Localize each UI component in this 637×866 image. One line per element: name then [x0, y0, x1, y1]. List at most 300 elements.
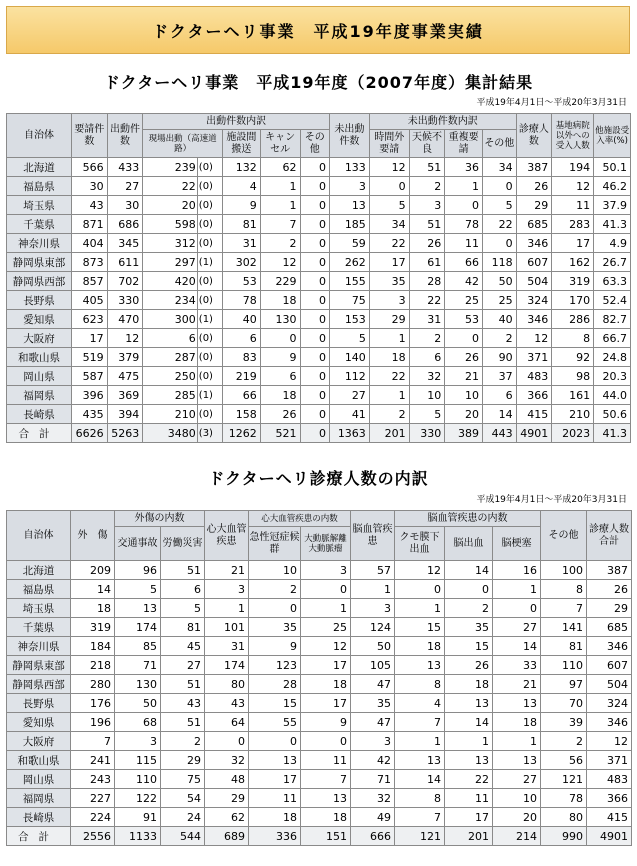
value-cell: 31 [409, 310, 445, 329]
value-cell: 7 [301, 770, 351, 789]
header-other2: その他 [483, 130, 517, 158]
value-cell: 0 [300, 215, 329, 234]
value-cell: 101 [205, 618, 249, 637]
value-cell: 1 [351, 580, 395, 599]
value-cell: 324 [587, 694, 632, 713]
value-cell: 300 [143, 310, 198, 329]
value-cell: (0) [197, 405, 222, 424]
header-base-outside: 基地病院以外への受入人数 [552, 114, 594, 158]
value-cell: 7 [395, 713, 445, 732]
value-cell: 13 [249, 751, 301, 770]
value-cell: 262 [329, 253, 369, 272]
value-cell: 2 [409, 329, 445, 348]
header-dispatch-breakdown: 出動件数内訳 [143, 114, 330, 130]
value-cell: 0 [300, 348, 329, 367]
municipality-cell: 岡山県 [7, 367, 72, 386]
value-cell: 0 [300, 177, 329, 196]
value-cell: 607 [516, 253, 552, 272]
table-row [7, 675, 632, 694]
value-cell: 3 [409, 196, 445, 215]
header-time-outside: 時間外要請 [369, 130, 409, 158]
value-cell: 12 [516, 329, 552, 348]
value-cell: 49 [351, 808, 395, 827]
value-cell: 51 [409, 215, 445, 234]
table-row [7, 580, 632, 599]
table-row [7, 770, 632, 789]
value-cell: 31 [222, 234, 260, 253]
table2-title: ドクターヘリ診療人数の内訳 [208, 469, 429, 488]
value-cell: 110 [541, 656, 587, 675]
value-cell: 81 [541, 637, 587, 656]
municipality-cell: 神奈川県 [7, 234, 72, 253]
value-cell: 35 [351, 694, 395, 713]
value-cell: 3 [351, 599, 395, 618]
value-cell: 5 [369, 196, 409, 215]
value-cell: 0 [300, 272, 329, 291]
value-cell: 12 [301, 637, 351, 656]
value-cell: 13 [493, 751, 541, 770]
table-row [7, 348, 631, 367]
value-cell: 519 [72, 348, 108, 367]
value-cell: 336 [249, 827, 301, 846]
value-cell: 234 [143, 291, 198, 310]
header-cerebro: 脳血管疾患 [351, 511, 395, 561]
value-cell: 40 [483, 310, 517, 329]
value-cell: 14 [445, 713, 493, 732]
value-cell: 29 [587, 599, 632, 618]
value-cell: 229 [260, 272, 300, 291]
value-cell: 35 [369, 272, 409, 291]
value-cell: 17 [72, 329, 108, 348]
value-cell: 5 [161, 599, 205, 618]
value-cell: 22 [143, 177, 198, 196]
value-cell: (1) [197, 310, 222, 329]
value-cell: 22 [369, 367, 409, 386]
value-cell: 1 [445, 732, 493, 751]
value-cell: 0 [445, 329, 483, 348]
value-cell: 685 [516, 215, 552, 234]
value-cell: 9 [222, 196, 260, 215]
value-cell: 8 [395, 675, 445, 694]
value-cell: 404 [72, 234, 108, 253]
municipality-cell: 福島県 [7, 177, 72, 196]
value-cell: 66 [445, 253, 483, 272]
value-cell: (0) [197, 196, 222, 215]
value-cell: 209 [71, 561, 115, 580]
value-cell: 43 [205, 694, 249, 713]
value-cell: 53 [222, 272, 260, 291]
value-cell: 241 [71, 751, 115, 770]
value-cell: (1) [197, 386, 222, 405]
value-cell: 14 [483, 405, 517, 424]
value-cell: 312 [143, 234, 198, 253]
value-cell: 201 [369, 424, 409, 443]
value-cell: 371 [516, 348, 552, 367]
municipality-cell: 愛知県 [7, 310, 72, 329]
value-cell: 521 [260, 424, 300, 443]
value-cell: 15 [249, 694, 301, 713]
value-cell: 32 [351, 789, 395, 808]
value-cell: 13 [301, 789, 351, 808]
value-cell: 4 [395, 694, 445, 713]
value-cell: (1) [197, 253, 222, 272]
value-cell: 42 [445, 272, 483, 291]
value-cell: 51 [409, 158, 445, 177]
value-cell: 18 [369, 348, 409, 367]
header-not-dispatched: 未出動件数 [329, 114, 369, 158]
municipality-cell: 北海道 [7, 158, 72, 177]
value-cell: 24 [161, 808, 205, 827]
value-cell: 26 [445, 656, 493, 675]
value-cell: 201 [445, 827, 493, 846]
value-cell: 68 [115, 713, 161, 732]
value-cell: 33 [493, 656, 541, 675]
value-cell: 20 [445, 405, 483, 424]
value-cell: 26 [260, 405, 300, 424]
value-cell: 283 [552, 215, 594, 234]
value-cell: 0 [249, 599, 301, 618]
value-cell: 345 [107, 234, 143, 253]
value-cell: 140 [329, 348, 369, 367]
value-cell: 41.3 [594, 424, 631, 443]
value-cell: 394 [107, 405, 143, 424]
header-requests: 要請件数 [72, 114, 108, 158]
value-cell: 21 [445, 367, 483, 386]
municipality-cell: 福岡県 [7, 386, 72, 405]
value-cell: 10 [249, 561, 301, 580]
value-cell: 3480 [143, 424, 198, 443]
value-cell: 29 [516, 196, 552, 215]
value-cell: 5 [409, 405, 445, 424]
value-cell: 13 [395, 656, 445, 675]
value-cell: 2 [409, 177, 445, 196]
value-cell: (0) [197, 158, 222, 177]
value-cell: 2 [249, 580, 301, 599]
value-cell: 0 [395, 580, 445, 599]
header-municipality: 自治体 [7, 511, 71, 561]
value-cell: 34 [483, 158, 517, 177]
value-cell: 90 [483, 348, 517, 367]
value-cell: 51 [161, 675, 205, 694]
value-cell: 22 [445, 770, 493, 789]
value-cell: 78 [541, 789, 587, 808]
header-transfer: 施設間搬送 [222, 130, 260, 158]
value-cell: 0 [300, 158, 329, 177]
value-cell: (0) [197, 367, 222, 386]
municipality-cell: 埼玉県 [7, 599, 71, 618]
value-cell: 63.3 [594, 272, 631, 291]
value-cell: 371 [587, 751, 632, 770]
header-traffic: 交通事故 [115, 527, 161, 561]
page-banner: ドクターヘリ事業 平成19年度事業実績 [6, 6, 630, 54]
table-row [7, 713, 632, 732]
value-cell: 20 [143, 196, 198, 215]
value-cell: 15 [395, 618, 445, 637]
value-cell: 2 [445, 599, 493, 618]
value-cell: 71 [351, 770, 395, 789]
value-cell: 100 [541, 561, 587, 580]
header-cerebro-breakdown: 脳血管疾患の内数 [395, 511, 541, 527]
value-cell: 43 [161, 694, 205, 713]
value-cell: 1 [369, 386, 409, 405]
value-cell: 0 [300, 253, 329, 272]
value-cell: 13 [493, 694, 541, 713]
value-cell: 184 [71, 637, 115, 656]
table-row [7, 291, 631, 310]
value-cell: 98 [552, 367, 594, 386]
header-patients: 診療人数 [516, 114, 552, 158]
municipality-cell: 合計 [7, 424, 72, 443]
value-cell: 2 [541, 732, 587, 751]
value-cell: 4 [222, 177, 260, 196]
value-cell: 27 [161, 656, 205, 675]
header-total-patients: 診療人数合計 [587, 511, 632, 561]
value-cell: 611 [107, 253, 143, 272]
value-cell: 346 [587, 637, 632, 656]
value-cell: 9 [301, 713, 351, 732]
municipality-cell: 静岡県東部 [7, 656, 71, 675]
value-cell: 566 [72, 158, 108, 177]
value-cell: 324 [516, 291, 552, 310]
value-cell: 41 [329, 405, 369, 424]
table2-period: 平成19年4月1日～平成20年3月31日 [476, 495, 627, 505]
value-cell: 420 [143, 272, 198, 291]
value-cell: 141 [541, 618, 587, 637]
value-cell: 66 [222, 386, 260, 405]
value-cell: 15 [445, 637, 493, 656]
header-sah: クモ膜下出血 [395, 527, 445, 561]
value-cell: 0 [300, 367, 329, 386]
value-cell: 52.4 [594, 291, 631, 310]
value-cell: 8 [541, 580, 587, 599]
value-cell: 12 [552, 177, 594, 196]
municipality-cell: 大阪府 [7, 329, 72, 348]
value-cell: 14 [445, 561, 493, 580]
municipality-cell: 静岡県西部 [7, 272, 72, 291]
value-cell: 34 [369, 215, 409, 234]
table-row [7, 215, 631, 234]
value-cell: 123 [249, 656, 301, 675]
value-cell: 46.2 [594, 177, 631, 196]
value-cell: 81 [222, 215, 260, 234]
value-cell: 598 [143, 215, 198, 234]
value-cell: 686 [107, 215, 143, 234]
value-cell: 346 [516, 310, 552, 329]
value-cell: 0 [493, 599, 541, 618]
header-cardio-breakdown: 心大血管疾患の内数 [249, 511, 351, 527]
value-cell: 162 [552, 253, 594, 272]
value-cell: 151 [301, 827, 351, 846]
table1-period: 平成19年4月1日～平成20年3月31日 [476, 98, 627, 108]
value-cell: 47 [351, 713, 395, 732]
table-row [7, 234, 631, 253]
value-cell: 1 [395, 732, 445, 751]
value-cell: 0 [445, 196, 483, 215]
table-row [7, 599, 632, 618]
value-cell: 9 [249, 637, 301, 656]
value-cell: 22 [409, 291, 445, 310]
value-cell: 435 [72, 405, 108, 424]
value-cell: 29 [369, 310, 409, 329]
value-cell: 122 [115, 789, 161, 808]
municipality-cell: 静岡県西部 [7, 675, 71, 694]
value-cell: 37 [483, 367, 517, 386]
value-cell: 12 [587, 732, 632, 751]
table-row [7, 386, 631, 405]
value-cell: 405 [72, 291, 108, 310]
municipality-cell: 北海道 [7, 561, 71, 580]
value-cell: 607 [587, 656, 632, 675]
value-cell: 6 [260, 367, 300, 386]
value-cell: 990 [541, 827, 587, 846]
value-cell: 7 [71, 732, 115, 751]
value-cell: 396 [72, 386, 108, 405]
value-cell: 3 [115, 732, 161, 751]
value-cell: 10 [409, 386, 445, 405]
value-cell: 366 [587, 789, 632, 808]
value-cell: 20.3 [594, 367, 631, 386]
value-cell: 369 [107, 386, 143, 405]
value-cell: 415 [516, 405, 552, 424]
value-cell: 96 [115, 561, 161, 580]
value-cell: 0 [300, 424, 329, 443]
value-cell: 280 [71, 675, 115, 694]
value-cell: 39 [541, 713, 587, 732]
value-cell: 57 [351, 561, 395, 580]
value-cell: 5 [329, 329, 369, 348]
value-cell: 25 [445, 291, 483, 310]
table-row [7, 618, 632, 637]
municipality-cell: 埼玉県 [7, 196, 72, 215]
header-cardio: 心大血管疾患 [205, 511, 249, 561]
table-row [7, 405, 631, 424]
value-cell: 170 [552, 291, 594, 310]
value-cell: 2 [260, 234, 300, 253]
value-cell: 8 [395, 789, 445, 808]
value-cell: 285 [143, 386, 198, 405]
table-row [7, 694, 632, 713]
value-cell: (0) [197, 177, 222, 196]
value-cell: 80 [205, 675, 249, 694]
value-cell: 287 [143, 348, 198, 367]
value-cell: 11 [249, 789, 301, 808]
value-cell: 11 [445, 789, 493, 808]
value-cell: 25 [483, 291, 517, 310]
header-municipality: 自治体 [7, 114, 72, 158]
value-cell: 35 [249, 618, 301, 637]
value-cell: 51 [161, 561, 205, 580]
value-cell: 13 [395, 751, 445, 770]
table-row [7, 656, 632, 675]
value-cell: 27 [329, 386, 369, 405]
value-cell: 1 [301, 599, 351, 618]
value-cell: 227 [71, 789, 115, 808]
value-cell: 18 [260, 386, 300, 405]
value-cell: 50 [351, 637, 395, 656]
value-cell: 483 [516, 367, 552, 386]
value-cell: 5263 [107, 424, 143, 443]
value-cell: 27 [493, 618, 541, 637]
table-row [7, 329, 631, 348]
value-cell: 218 [71, 656, 115, 675]
value-cell: 14 [493, 637, 541, 656]
value-cell: 1 [205, 599, 249, 618]
header-trauma-breakdown: 外傷の内数 [115, 511, 205, 527]
value-cell: 504 [587, 675, 632, 694]
value-cell: 6 [409, 348, 445, 367]
value-cell: 4901 [587, 827, 632, 846]
value-cell: 48 [205, 770, 249, 789]
value-cell: 286 [552, 310, 594, 329]
value-cell: 0 [300, 234, 329, 253]
value-cell: 0 [300, 329, 329, 348]
value-cell: 124 [351, 618, 395, 637]
value-cell: 6 [143, 329, 198, 348]
value-cell: 1 [260, 177, 300, 196]
value-cell: 42 [351, 751, 395, 770]
value-cell: 78 [445, 215, 483, 234]
table-row [7, 808, 632, 827]
value-cell: 161 [552, 386, 594, 405]
value-cell: 50 [483, 272, 517, 291]
value-cell: 14 [395, 770, 445, 789]
value-cell: 110 [115, 770, 161, 789]
value-cell: 11 [445, 234, 483, 253]
value-cell: 0 [300, 386, 329, 405]
value-cell: 3 [351, 732, 395, 751]
municipality-cell: 千葉県 [7, 618, 71, 637]
value-cell: 155 [329, 272, 369, 291]
value-cell: 387 [587, 561, 632, 580]
value-cell: 18 [395, 637, 445, 656]
value-cell: 61 [409, 253, 445, 272]
value-cell: 0 [301, 580, 351, 599]
value-cell: 12 [107, 329, 143, 348]
value-cell: 50.1 [594, 158, 631, 177]
table-row [7, 196, 631, 215]
value-cell: 29 [205, 789, 249, 808]
value-cell: 24.8 [594, 348, 631, 367]
table-row [7, 177, 631, 196]
value-cell: 6626 [72, 424, 108, 443]
header-labor: 労働災害 [161, 527, 205, 561]
value-cell: 92 [552, 348, 594, 367]
table-row [7, 751, 632, 770]
value-cell: 40 [222, 310, 260, 329]
value-cell: 75 [329, 291, 369, 310]
value-cell: 0 [205, 732, 249, 751]
value-cell: 2023 [552, 424, 594, 443]
value-cell: 59 [329, 234, 369, 253]
value-cell: 1 [395, 599, 445, 618]
value-cell: 36 [445, 158, 483, 177]
header-duplicate: 重複要請 [445, 130, 483, 158]
value-cell: 32 [409, 367, 445, 386]
value-cell: 10 [445, 386, 483, 405]
value-cell: 26 [445, 348, 483, 367]
value-cell: 55 [249, 713, 301, 732]
value-cell: 158 [222, 405, 260, 424]
value-cell: 18 [493, 713, 541, 732]
value-cell: 9 [260, 348, 300, 367]
value-cell: 3 [301, 561, 351, 580]
value-cell: 153 [329, 310, 369, 329]
value-cell: 666 [351, 827, 395, 846]
value-cell: 18 [301, 808, 351, 827]
value-cell: 587 [72, 367, 108, 386]
value-cell: 0 [300, 310, 329, 329]
header-dispatches: 出動件数 [107, 114, 143, 158]
